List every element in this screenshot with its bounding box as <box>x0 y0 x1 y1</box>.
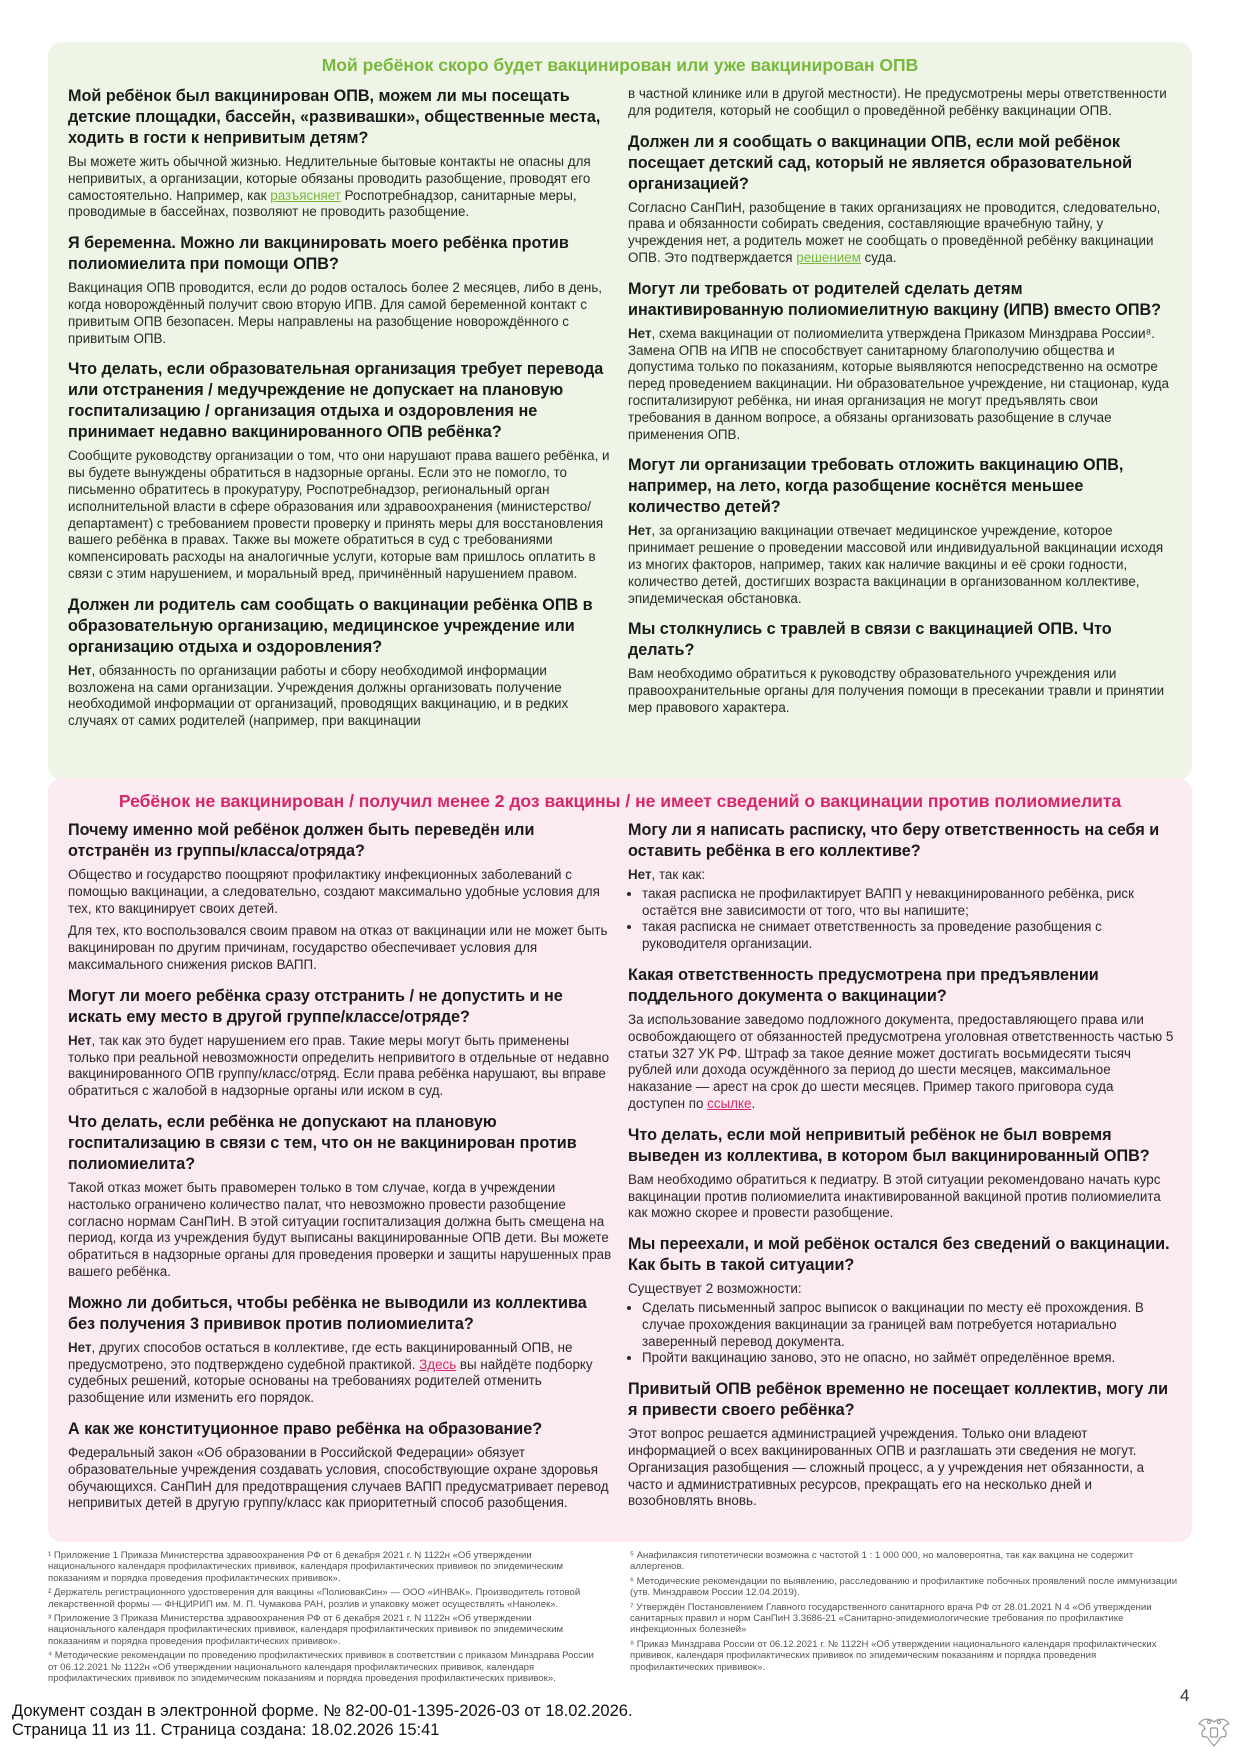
footnote: ⁸ Приказ Минздрава России от 06.12.2021 г. № 1122Н «Об утверждении национального календаря профилактических прививок, календаря профилактических прививок по эпидемическим показаниям и порядка проведения профилактических прививок». <box>630 1638 1157 1673</box>
question: Могут ли моего ребёнка сразу отстранить / не допустить и не искать ему место в другой группе/классе/отряде? <box>68 986 563 1026</box>
answer: Такой отказ может быть правомерен только в том случае, когда в учреждении настолько ограничено количество палат, что невозможно провести разобщение согласно нормам СанПиН. В этой ситуации госпитализация должна быть смещена на период, когда из учреждения будут выписаны вакцинированные ОПВ дети. Вы можете обратиться в надзорные органы для проведения проверки и защиты нарушенных прав вашего ребёнка. <box>68 1179 612 1279</box>
answer: Существует 2 возможности: <box>628 1281 802 1297</box>
footnotes-right <box>630 1550 1178 1676</box>
answer: Нет, так как: <box>628 867 706 882</box>
bullet-list <box>628 886 1174 953</box>
question: Привитый ОПВ ребёнок временно не посещает коллектив, могу ли я привести своего ребёнка? <box>628 1380 1169 1420</box>
court-cases-link[interactable]: Здесь <box>419 1356 457 1372</box>
answer: Общество и государство поощряют профилактику инфекционных заболеваний с помощью вакцинации, а следовательно, создают максимально удобные условия для тех, кто вакцинирует своих детей. Для тех, кто воспользовался своим правом на отказ от вакцинации или не может быть вакцинирован по другим причинам, государство обеспечивает условия для максимального снижения рисков ВАПП. <box>68 867 608 972</box>
question: Могут ли организации требовать отложить вакцинацию ОПВ, например, на лето, когда разобщение коснётся меньшее количество детей? <box>628 456 1124 517</box>
question: Мой ребёнок был вакцинирован ОПВ, можем ли мы посещать детские площадки, бассейн, «развивашки», общественные места, ходить в гости к непривитым детям? <box>68 87 601 147</box>
question: Могут ли требовать от родителей сделать детям инактивированную полиомиелитную вакцину (ИПВ) вместо ОПВ? <box>628 279 1162 319</box>
footnote: ⁵ Анафилаксия гипотетически возможна с частотой 1 : 1 000 000, но маловероятна, так как вакцина не содержит аллергенов. <box>630 1550 1134 1573</box>
answer: Сообщите руководству организации о том, что они нарушают права вашего ребёнка, и вы будете вынуждены обратиться в надзорные органы. Если это не помогло, то письменно обратитесь в прокуратуру, Роспотребнадзор, региональный орган исполнительной власти в сфере образования или здравоохранения (министерство/департамент) с требованием провести проверку и принять меры для восстановления вашего ребёнка в правах. Также вы можете обратиться в суд с требованиями компенсировать расходы на аналогичные услуги, которые вам пришлось оплатить в связи с этим нарушением, и моральный вред, причинённый нарушением правом. <box>68 448 610 581</box>
footnote: ⁶ Методические рекомендации по выявлению, расследованию и профилактике побочных проявлений после иммунизации (утв. Минздравом России 12.04.2019). <box>630 1575 1178 1599</box>
answer: Нет, других способов остаться в коллективе, где есть вакцинированный ОПВ, не предусмотрено, это подтверждено судебной практикой. Здесь вы найдёте подборку судебных решений, которые основаны на требованиях родителей отменить разобщение или изменить его порядок. <box>68 1339 593 1406</box>
answer: Вы можете жить обычной жизнью. Недлительные бытовые контакты не опасны для непривитых, а организации, которые обязаны проводить разобщение, проводят его самостоятельно. Например, как разъясняет Роспотребнадзор, санитарные меры, проводимые в бассейнах, позволяют не проводить разобщение. <box>68 154 591 220</box>
answer: Этот вопрос решается администрацией учреждения. Только они владеют информацией о всех вакцинированных ОПВ и разглашать эти сведения не могут. Организация разобщения — сложный процесс, а у учреждения нет обязанности, а часто и административных ресурсов, прекращать его на несколько дней и возобновлять вновь. <box>628 1426 1145 1509</box>
question: Я беременна. Можно ли вакцинировать моего ребёнка против полиомиелита при помощи ОПВ? <box>68 234 569 274</box>
coat-of-arms-icon <box>1196 1716 1232 1750</box>
answer: Согласно СанПиН, разобщение в таких организациях не проводится, следовательно, права и обязанности собирать сведения, составляющие врачебную тайну, у учреждения нет, а родитель может не сообщать о проведённой ребёнку вакцинации ОПВ. Это подтверждается решением суда. <box>628 199 1161 265</box>
question: Что делать, если мой непривитый ребёнок не был вовремя выведен из коллектива, в котором был вакцинированный ОПВ? <box>628 1125 1150 1165</box>
left-column <box>68 86 614 742</box>
answer: Нет, так как это будет нарушением его прав. Такие меры могут быть применены только при реальной невозможности определить непривитого в отдельные от недавно вакцинированного ОПВ группу/класс/отряд. Если права ребёнка нарушают, вы вправе обратиться с жалобой в надзорные органы или иском в суд. <box>68 1032 610 1099</box>
section-not-vaccinated <box>48 778 1192 1542</box>
answer: Вам необходимо обратиться к руководству образовательного учреждения или правоохранительные органы для получения помощи в пресекании травли и принятии мер правового характера. <box>628 666 1165 715</box>
question: Должен ли я сообщать о вакцинации ОПВ, если мой ребёнок посещает детский сад, который не является образовательной организацией? <box>628 132 1133 193</box>
section-vaccinated-opv <box>48 42 1192 780</box>
right-column <box>628 86 1174 729</box>
footnote: ³ Приложение 3 Приказа Министерства здравоохранения РФ от 6 декабря 2021 г. N 1122н «Об утверждении национального календаря профилактических прививок, календаря профилактических прививок по эпидемическим показаниям и порядка проведения профилактических прививок». <box>48 1613 564 1647</box>
list-item: • такая расписка не профилактирует ВАПП у невакцинированного ребёнка, риск остаётся вне зависимости от того, что вы напишите; <box>642 886 1174 920</box>
right-column <box>628 820 1174 1522</box>
answer: За использование заведомо подложного документа, предоставляющего права или освобождающего от обязанностей предусмотрена уголовная ответственность частью 5 статьи 327 УК РФ. Штраф за такое деяние может достигать восьмидесяти тысяч рублей или дохода осуждённого за период до шести месяцев, максимальное наказание — арест на срок до шести месяцев. Пример такого приговора суда доступен по ссылке. <box>628 1011 1174 1111</box>
list-item: • Пройти вакцинацию заново, это не опасно, но займёт определённое время. <box>642 1350 1174 1367</box>
explanation-link[interactable]: разъясняет <box>270 187 341 203</box>
question: Что делать, если ребёнка не допускают на плановую госпитализацию в связи с тем, что он не вакцинирован против полиомиелита? <box>68 1112 577 1173</box>
footnote: ¹ Приложение 1 Приказа Министерства здравоохранения РФ от 6 декабря 2021 г. N 1122н «Об утверждении национального календаря профилактических прививок, календаря профилактических прививок по эпидемическим показаниям и порядка проведения профилактических прививок». <box>48 1550 564 1584</box>
footnote: ⁴ Методические рекомендации по проведению профилактических прививок в соответствии с приказом Минздрава России от 06.12.2021 № 1122н «Об утверждении национального календаря профилактических прививок, календаря профилактических прививок по эпидемическим показаниям и порядка проведения профилактических прививок». <box>48 1650 594 1685</box>
verdict-link[interactable]: ссылке <box>707 1095 752 1111</box>
question: Могу ли я написать расписку, что беру ответственность на себя и оставить ребёнка в его коллективе? <box>628 821 1160 860</box>
list-item: • такая расписка не снимает ответственность за проведение разобщения с руководителя организации. <box>642 919 1174 953</box>
footnote: ² Держатель регистрационного удостоверения для вакцины «ПолиовакСин» — ООО «ИНВАК». Производитель готовой лекарственной формы — ФНЦИРИП им. М. П. Чумакова РАН, розлив и упаковку может осуществлять «Нанолек». <box>48 1587 581 1610</box>
answer: Нет, схема вакцинации от полиомиелита утверждена Приказом Минздрава России⁸. Замена ОПВ на ИПВ не способствует санитарному благополучию общества и допустима только по показаниям, которые выявляются непосредственно на осмотре перед проведением вакцинации. Ни образовательное учреждение, ни стационар, куда госпитализируют ребёнка, ни иная организация не могут предъявлять свои требования в данном вопросе, а обязаны организовать разобщение в случае применения ОПВ. <box>628 325 1169 442</box>
question: Что делать, если образовательная организация требует перевода или отстранения / медучреждение не допускает на плановую госпитализацию / организация отдыха и оздоровления не принимает недавно вакцинированного ОПВ ребёнка? <box>68 360 604 442</box>
answer-continued: в частной клинике или в другой местности). Не предусмотрены меры ответственности для родителя, который не сообщил о проведённой ребёнку вакцинации ОПВ. <box>628 86 1167 118</box>
question: Мы столкнулись с травлей в связи с вакцинацией ОПВ. Что делать? <box>628 620 1112 660</box>
answer: Федеральный закон «Об образовании в Российской Федерации» обязует образовательные учреждения создавать условия, способствующие охране здоровья обучающихся. СанПиН для предотвращения случаев ВАПП предусматривает перевод непривитых детей в другую группу/класс как приоритетный способ разобщения. <box>68 1444 609 1511</box>
question: Какая ответственность предусмотрена при предъявлении поддельного документа о вакцинации? <box>628 965 1099 1005</box>
page-number: 4 <box>1180 1686 1190 1705</box>
left-column <box>68 820 614 1524</box>
answer: Вам необходимо обратиться к педиатру. В этой ситуации рекомендовано начать курс вакцинации против полиомиелита инактивированной вакциной против полиомиелита как можно скорее и провести разобщение. <box>628 1171 1161 1221</box>
answer: Вакцинация ОПВ проводится, если до родов осталось более 2 месяцев, либо в день, когда новорождённый получит свою вторую ИПВ. Для самой беременной контакт с привитым ОПВ безопасен. Меры направлены на разобщение новорождённого с привитым ОПВ. <box>68 280 603 346</box>
footnote: ⁷ Утверждён Постановлением Главного государственного санитарного врача РФ от 28.01.2021 N 4 «Об утверждении санитарных правил и норм СанПиН 3.3686-21 «Санитарно-эпидемиологические требования по профилактике инфекционных болезней» <box>630 1601 1152 1636</box>
section-title: Ребёнок не вакцинирован / получил менее 2 доз вакцины / не имеет сведений о вакцинации против полиомиелита <box>118 791 1122 811</box>
stamp-line: Страница 11 из 11. Страница создана: 18.02.2026 15:41 <box>12 1721 440 1739</box>
answer: Нет, обязанность по организации работы и сбору необходимой информации возложена на сами организации. Учреждения должны организовать получение необходимой информации от организаций, проводящих вакцинацию, и в редких случаях от самих родителей (например, при вакцинации <box>68 662 569 729</box>
answer: Нет, за организацию вакцинации отвечает медицинское учреждение, которое принимает решение о проведении массовой или индивидуальной вакцинации исходя из многих факторов, например, таких как наличие вакцины и её сроки годности, количество детей, достигших возраста вакцинации в организованном коллективе, эпидемическая обстановка. <box>628 523 1164 606</box>
section-title: Мой ребёнок скоро будет вакцинирован или уже вакцинирован ОПВ <box>321 55 919 75</box>
list-item: • Сделать письменный запрос выписок о вакцинации по месту её прохождения. В случае прохождения вакцинации за границей вам потребуется нотариально заверенный перевод документа. <box>642 1300 1174 1350</box>
question: А как же конституционное право ребёнка на образование? <box>68 1419 543 1438</box>
question: Почему именно мой ребёнок должен быть переведён или отстранён из группы/класса/отряда? <box>68 821 535 860</box>
document-stamp <box>12 1702 633 1740</box>
question: Можно ли добиться, чтобы ребёнка не выводили из коллектива без получения 3 прививок против полиомиелита? <box>68 1293 587 1333</box>
footnotes-left <box>48 1550 596 1687</box>
question: Мы переехали, и мой ребёнок остался без сведений о вакцинации. Как быть в такой ситуации? <box>628 1235 1170 1275</box>
bullet-list <box>628 1300 1174 1367</box>
question: Должен ли родитель сам сообщать о вакцинации ребёнка ОПВ в образовательную организацию, медицинское учреждение или организацию отдыха и оздоровления? <box>68 595 593 656</box>
stamp-line: Документ создан в электронной форме. № 82-00-01-1395-2026-03 от 18.02.2026. <box>12 1702 633 1720</box>
court-decision-link[interactable]: решением <box>796 249 861 265</box>
